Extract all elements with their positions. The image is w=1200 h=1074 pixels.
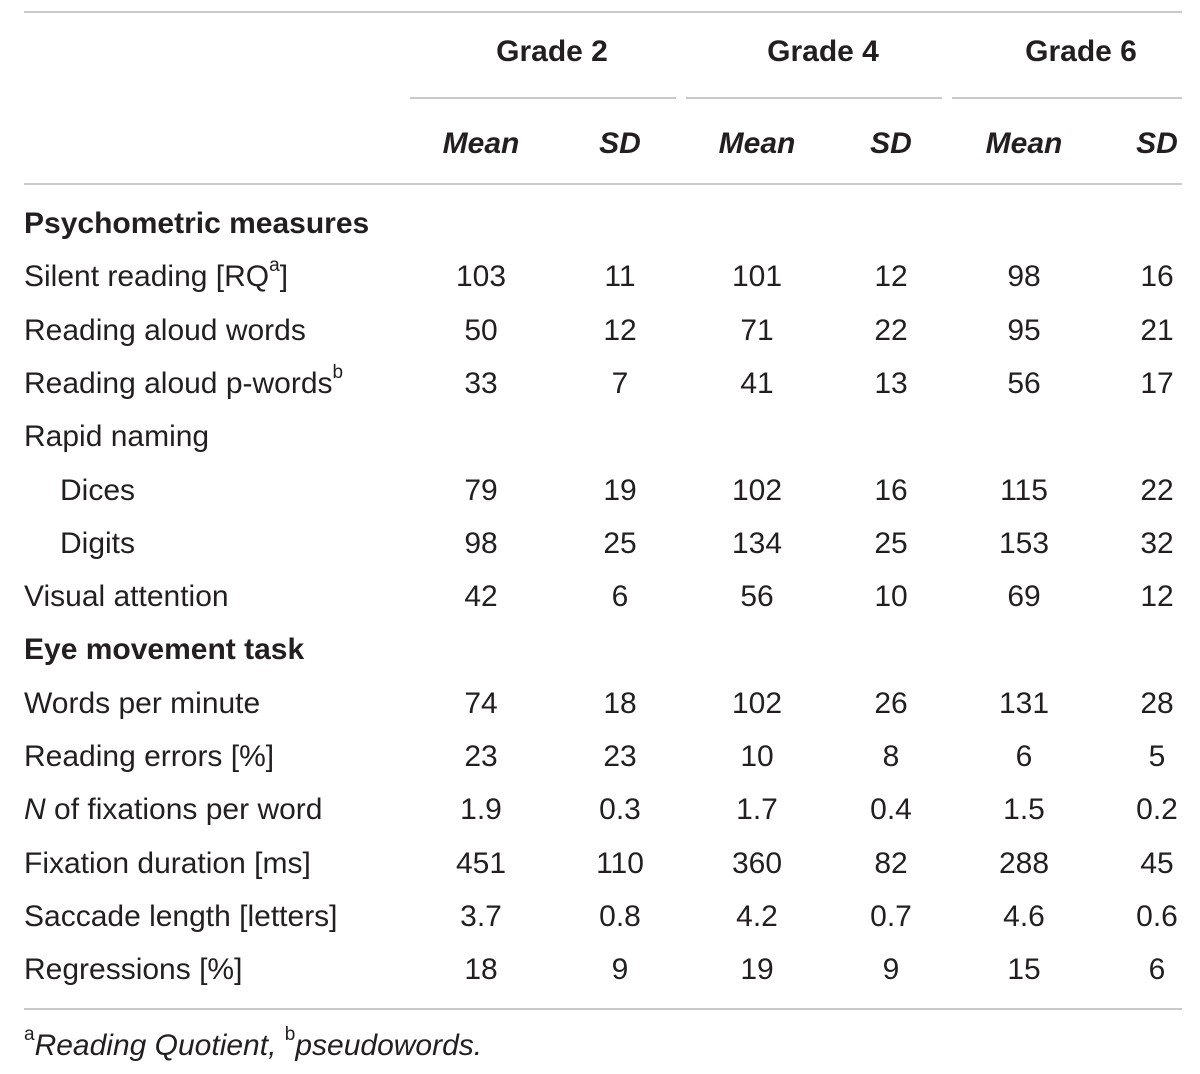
table-cell: 360 (731, 846, 783, 880)
mean-header: Mean (985, 127, 1063, 160)
table-cell: 7 (611, 366, 629, 400)
footnote-mark: b (284, 1024, 296, 1045)
table-cell: 10 (740, 740, 774, 773)
table-cell: 153 (998, 526, 1050, 560)
table-cell: 50 (464, 313, 498, 347)
row-label-text: Reading aloud p-words (24, 366, 333, 400)
row-label-text: Words per minute (24, 686, 261, 720)
grade-rule (952, 97, 1182, 99)
row-label-text: Reading errors [%] (24, 740, 275, 773)
table-cell: 101 (731, 260, 783, 294)
row-label-text: Digits (60, 526, 136, 560)
table-cell: 12 (1140, 580, 1174, 614)
table-cell: 0.6 (1136, 899, 1178, 933)
table-cell: 42 (464, 580, 498, 614)
table-cell: 71 (740, 313, 774, 347)
table-cell: 102 (731, 473, 783, 507)
table-cell: 18 (603, 686, 637, 720)
table-cell: 0.3 (599, 793, 641, 827)
grade-header: Grade 2 (496, 35, 608, 68)
table-cell: 102 (731, 686, 783, 720)
table-cell: 18 (464, 953, 498, 987)
row-label-text: Regressions [%] (24, 953, 243, 987)
grade-rule (410, 97, 676, 99)
table-cell: 4.2 (736, 899, 778, 933)
table-cell: 6 (611, 580, 629, 614)
top-rule (24, 11, 1182, 13)
table-cell: 131 (998, 686, 1050, 720)
table-cell: 23 (603, 740, 637, 773)
table-cell: 22 (874, 313, 908, 347)
row-label-suffix: ] (279, 260, 289, 294)
row-label (24, 740, 274, 774)
table-cell: 98 (1007, 260, 1041, 294)
grade-header: Grade 6 (1025, 35, 1137, 68)
row-label-text: Dices (60, 473, 136, 507)
table-cell: 23 (464, 740, 498, 773)
table-cell: 79 (464, 473, 498, 507)
sd-header: SD (599, 127, 641, 160)
table-cell: 110 (596, 846, 644, 880)
sd-header: SD (870, 127, 912, 160)
section-title: Eye movement task (24, 633, 305, 667)
table-cell: 4.6 (1003, 899, 1045, 933)
footnote-mark: a (269, 255, 280, 277)
table-cell: 12 (874, 260, 908, 294)
table-cell: 19 (603, 473, 637, 507)
table-cell: 74 (464, 686, 498, 720)
row-label (24, 900, 338, 934)
table-cell: 8 (882, 740, 900, 773)
mean-header: Mean (442, 127, 520, 160)
table-cell: 288 (998, 846, 1050, 880)
table-cell: 41 (740, 366, 774, 400)
table-cell: 6 (1015, 740, 1033, 773)
row-label (24, 255, 289, 294)
table-cell: 1.5 (1003, 793, 1045, 827)
table-cell: 451 (455, 846, 507, 880)
row-label (24, 420, 209, 454)
table-cell: 6 (1148, 953, 1166, 987)
row-label-text: of fixations per word (45, 793, 323, 827)
table-cell: 0.7 (870, 899, 912, 933)
table-cell: 134 (731, 526, 783, 560)
row-label (24, 361, 344, 401)
grade-rule (686, 97, 942, 99)
table-cell: 5 (1148, 740, 1166, 773)
footnote-mark: b (332, 361, 344, 383)
row-label (24, 687, 260, 721)
row-label (60, 474, 135, 508)
row-label (60, 527, 135, 561)
section-title: Psychometric measures (24, 207, 370, 240)
table-cell: 98 (464, 526, 498, 560)
row-label-text: Saccade length [letters] (24, 899, 338, 933)
table-cell: 95 (1007, 313, 1041, 347)
footnote-text: Reading Quotient, (34, 1029, 277, 1062)
table-footnote (24, 1026, 482, 1066)
table-cell: 19 (740, 953, 774, 987)
mean-header: Mean (718, 127, 796, 160)
grade-header: Grade 4 (767, 35, 879, 68)
table-cell: 10 (874, 580, 908, 614)
table-cell: 28 (1140, 686, 1174, 720)
table-cell: 69 (1007, 580, 1041, 614)
table-cell: 22 (1140, 473, 1174, 507)
table-cell: 0.2 (1136, 793, 1178, 827)
header-bottom-rule (24, 183, 1182, 185)
row-label (24, 314, 306, 348)
row-label-text: Reading aloud words (24, 313, 306, 347)
table-cell: 56 (1007, 366, 1041, 400)
table-cell: 17 (1140, 366, 1174, 400)
table-cell: 15 (1007, 953, 1041, 987)
row-label-text: Fixation duration [ms] (24, 846, 311, 880)
table-cell: 25 (603, 526, 637, 560)
table-cell: 103 (455, 260, 507, 294)
row-label (24, 953, 242, 987)
table-cell: 9 (882, 953, 900, 987)
row-label (24, 580, 229, 614)
row-label-text: Silent reading [RQ (24, 260, 270, 294)
table-cell: 12 (603, 313, 637, 347)
table-cell: 0.8 (599, 899, 641, 933)
footnote-mark: a (24, 1024, 35, 1045)
table-cell: 45 (1140, 846, 1174, 880)
row-label-italic: N (24, 793, 46, 827)
table-cell: 16 (1140, 260, 1174, 294)
table-cell: 0.4 (870, 793, 912, 827)
table-cell: 56 (740, 580, 774, 614)
table-cell: 82 (874, 846, 908, 880)
bottom-rule (24, 1008, 1182, 1010)
table-cell: 26 (874, 686, 908, 720)
table-cell: 9 (611, 953, 629, 987)
table-cell: 115 (1000, 473, 1048, 507)
table-cell: 33 (464, 366, 498, 400)
table-cell: 1.7 (736, 793, 778, 827)
sd-header: SD (1136, 127, 1178, 160)
footnote-text: pseudowords. (295, 1029, 483, 1062)
row-label (24, 793, 322, 827)
table-cell: 16 (874, 473, 908, 507)
table-cell: 13 (874, 366, 908, 400)
row-label-text: Rapid naming (24, 420, 210, 454)
table-cell: 32 (1140, 526, 1174, 560)
table-cell: 3.7 (460, 899, 502, 933)
table-cell: 1.9 (460, 793, 502, 827)
table-cell: 25 (874, 526, 908, 560)
row-label-text: Visual attention (24, 580, 229, 614)
table-cell: 21 (1140, 313, 1174, 347)
table-cell: 11 (604, 260, 636, 294)
row-label (24, 847, 311, 881)
